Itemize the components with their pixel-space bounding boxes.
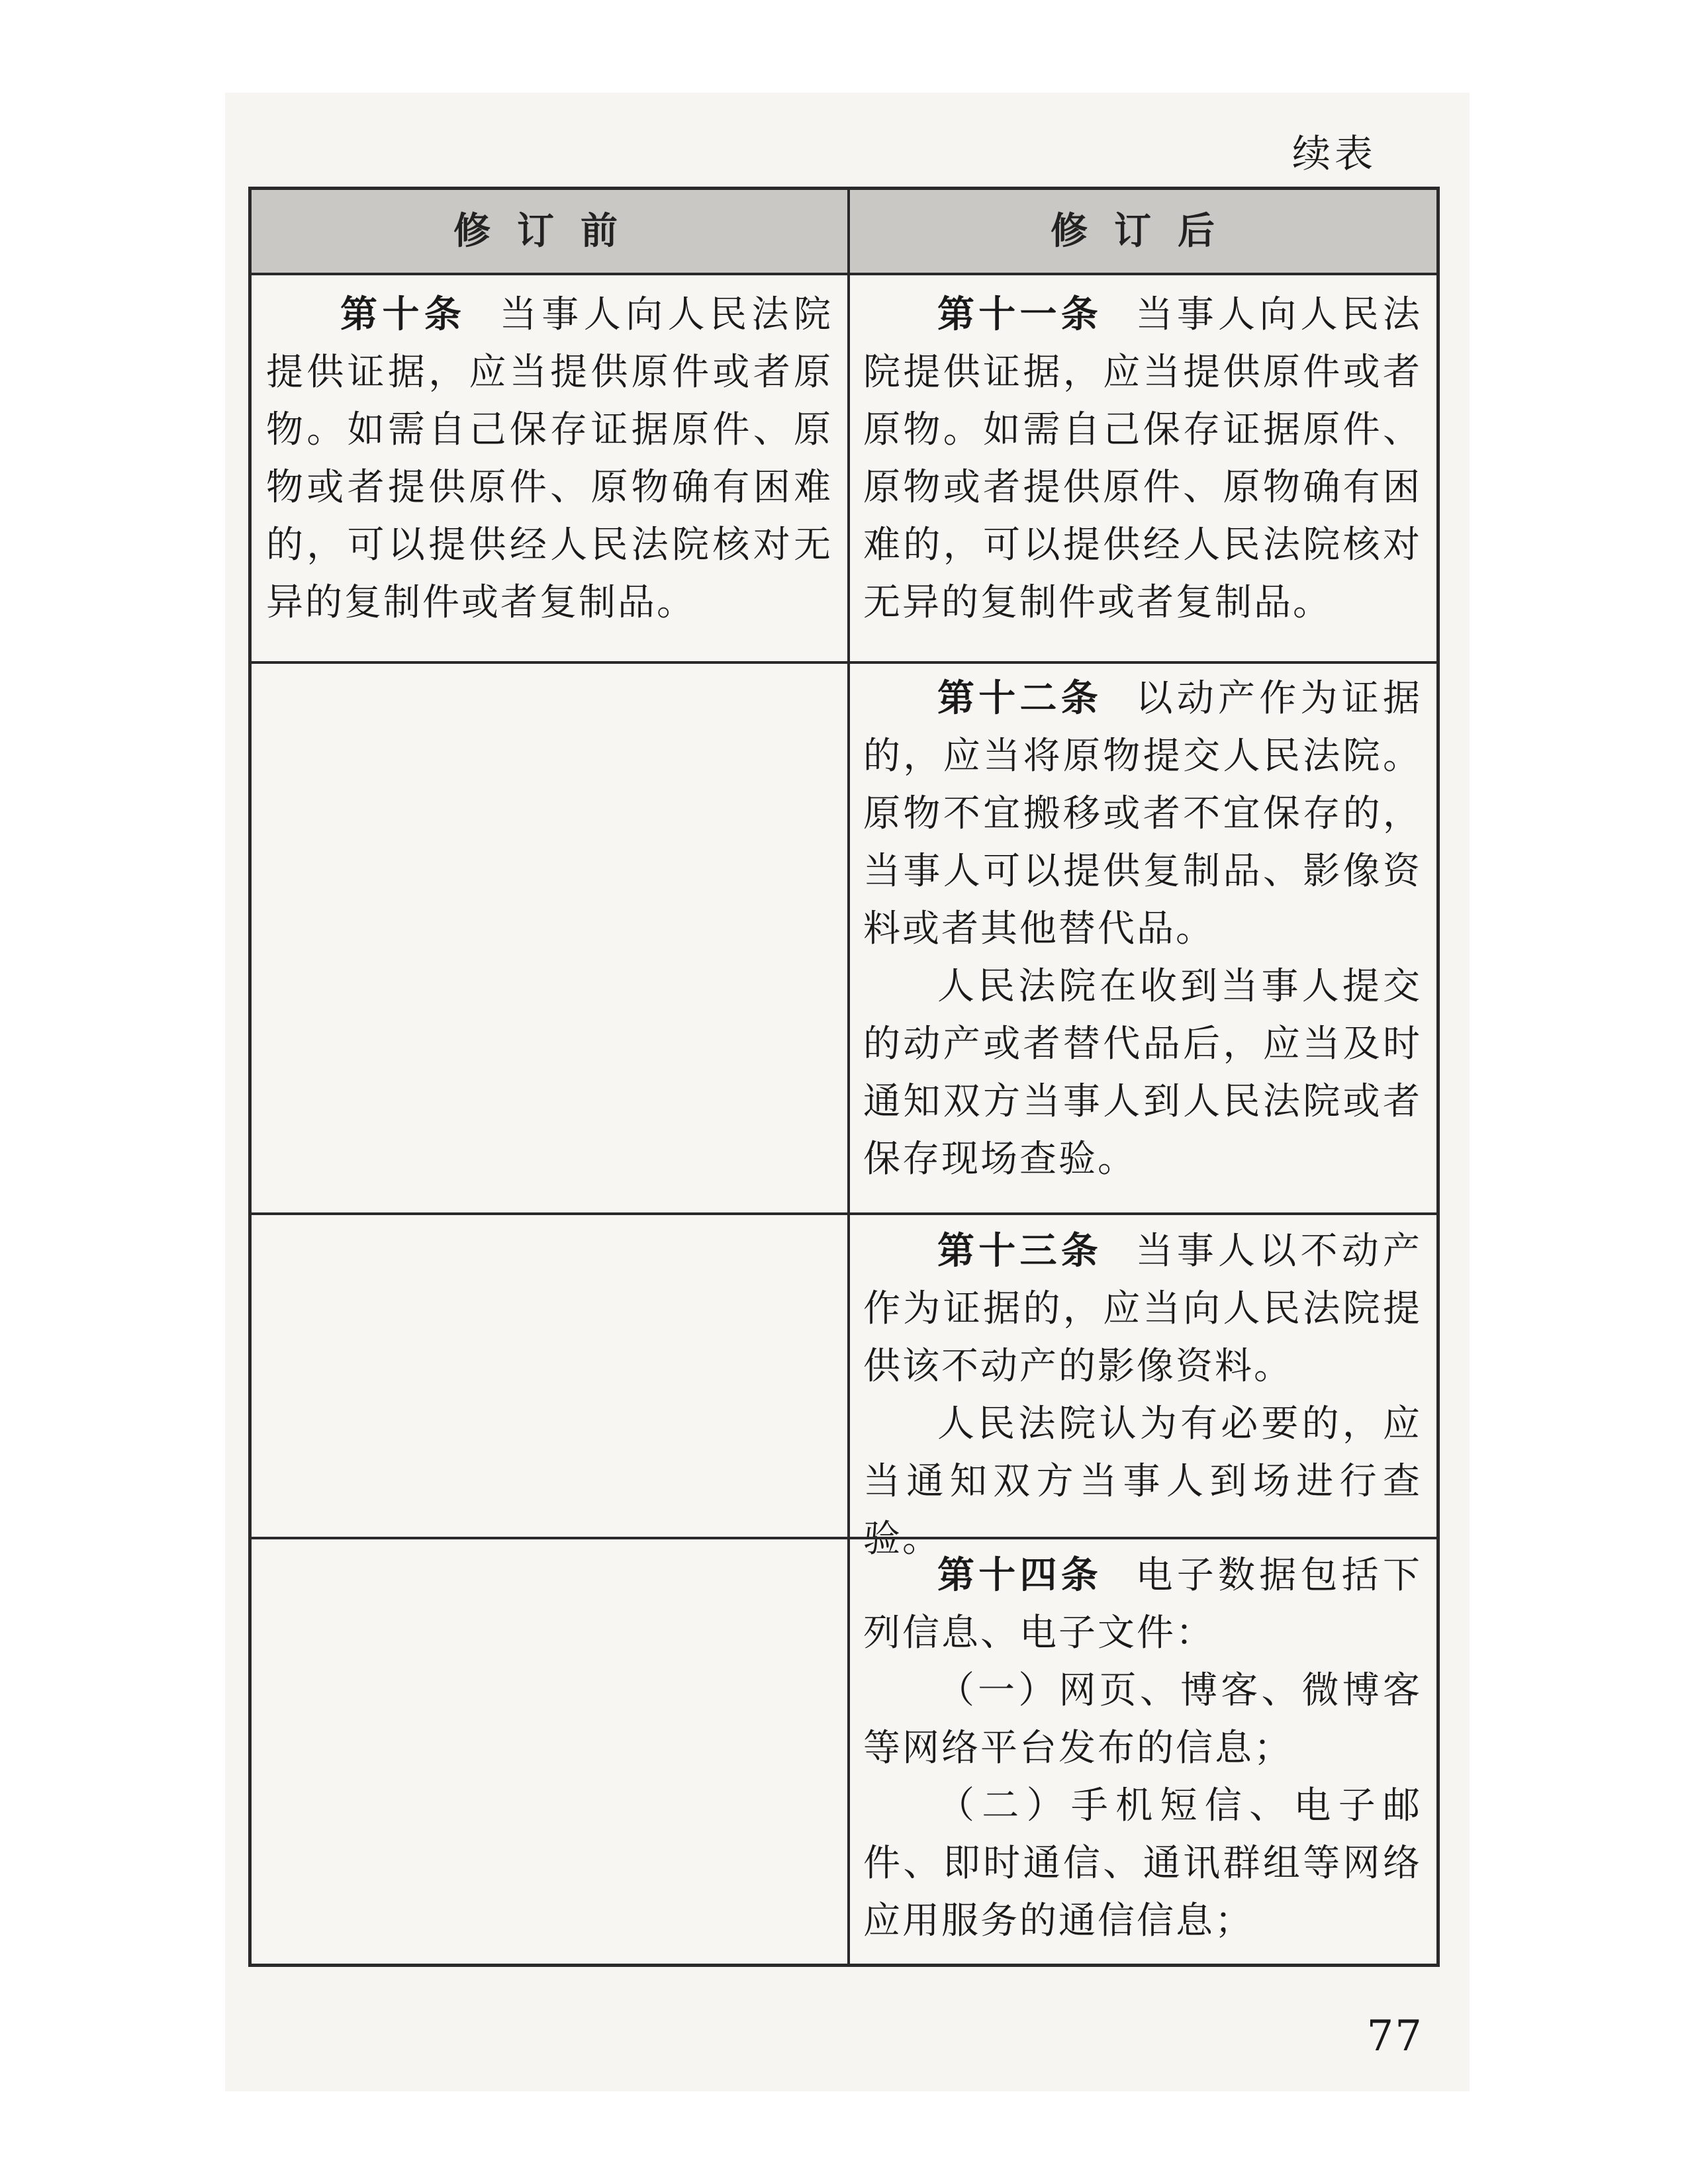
article-text: 当事人向人民法院提供证据，应当提供原件或者原物。如需自己保存证据原件、原物或者提供原件、原物确有困难的，可以提供经人民法院核对无异的复制件或者复制品。 (266, 293, 833, 624)
article-text: 当事人以不动产作为证据的，应当向人民法院提供该不动产的影像资料。 (863, 1230, 1423, 1388)
row-4-after-paragraph-2: （一）网页、博客、微博客等网络平台发布的信息； (863, 1669, 1422, 1770)
row-4-after-cell (849, 1547, 1436, 1950)
row-1-before-paragraph (266, 286, 833, 631)
row-2-after-paragraph-1 (863, 670, 1422, 958)
row-1-before-cell (252, 286, 847, 631)
row-divider (252, 1212, 1436, 1215)
row-1-after-cell (849, 286, 1436, 631)
article-number: 第十三条 (937, 1229, 1103, 1273)
article-number: 第十四条 (937, 1553, 1103, 1597)
article-text: 以动产作为证据的，应当将原物提交人民法院。原物不宜搬移或者不宜保存的，当事人可以提供复制品、影像资料或者其他替代品。 (863, 677, 1423, 950)
article-text: 当事人向人民法院提供证据，应当提供原件或者原物。如需自己保存证据原件、原物或者提供原件、原物确有困难的，可以提供经人民法院核对无异的复制件或者复制品。 (863, 293, 1423, 624)
row-4-after-paragraph-3: （二）手机短信、电子邮件、即时通信、通讯群组等网络应用服务的通信信息； (863, 1784, 1422, 1942)
header-before: 修订前 (453, 209, 644, 253)
row-3-after-cell (849, 1222, 1436, 1568)
article-text: 电子数据包括下列信息、电子文件： (863, 1554, 1423, 1655)
row-4-after-paragraph-1 (863, 1547, 1422, 1662)
revision-comparison-table (248, 187, 1440, 1967)
row-divider (252, 1537, 1436, 1539)
continued-label: 续表 (1291, 131, 1377, 176)
row-3-after-paragraph-2: 人民法院认为有必要的，应当通知双方当事人到场进行查验。 (863, 1402, 1422, 1561)
row-3-after-paragraph-1 (863, 1222, 1422, 1395)
article-number: 第十一条 (937, 293, 1103, 336)
row-2-after-paragraph-2: 人民法院在收到当事人提交的动产或者替代品后，应当及时通知双方当事人到人民法院或者保存现场查验。 (863, 965, 1422, 1181)
page-number: 77 (1366, 2012, 1423, 2061)
article-number: 第十条 (340, 293, 467, 336)
table-header (252, 190, 1436, 275)
row-2-after-cell (849, 670, 1436, 1188)
article-number: 第十二条 (937, 676, 1103, 720)
row-divider (252, 661, 1436, 664)
header-after: 修订后 (1051, 209, 1241, 253)
row-1-after-paragraph (863, 286, 1422, 631)
